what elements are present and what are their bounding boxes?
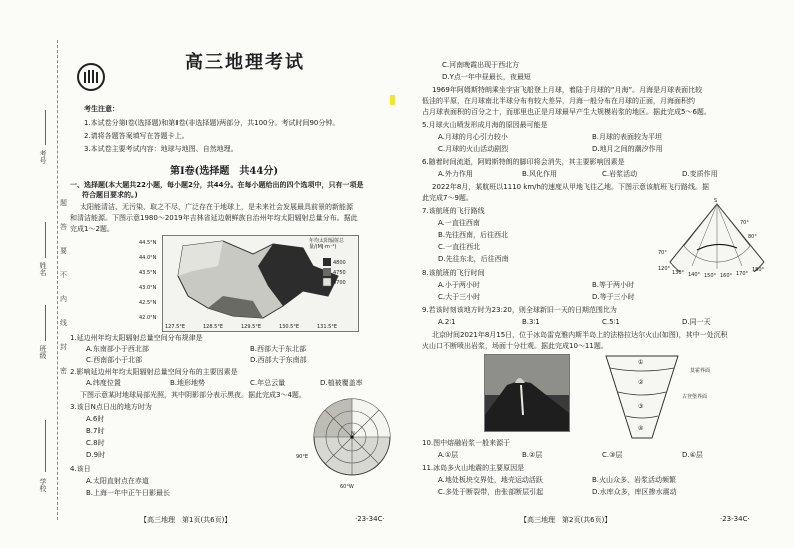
seal-char: 封	[60, 343, 67, 351]
passage-line: 下图示意某时地球局部光照，其中阴影部分表示黑夜。据此完成3～4题。	[80, 391, 306, 399]
choice-b[interactable]: B.风化作用	[522, 170, 558, 178]
question-stem: 1.延边州年均太阳辐射总量空间分布规律是	[70, 334, 203, 342]
solar-radiation-map	[139, 235, 359, 332]
notice-heading: 考生注意：	[84, 105, 119, 113]
choice-c[interactable]: C.5∶1	[602, 318, 620, 326]
choice-d[interactable]: D.地月之间的潮汐作用	[592, 145, 663, 153]
question-stem: 5.月球火山喷发形成月海的原因最可能是	[422, 121, 548, 129]
fan-label: S	[714, 198, 718, 204]
choice-b[interactable]: B.3∶1	[522, 318, 540, 326]
choice-a[interactable]: A.太阳直射点在赤道	[86, 477, 149, 485]
choice-d[interactable]: D.水库众多，库区掺水震动	[592, 488, 677, 496]
question-stem: 7.该航班的飞行路线	[422, 207, 485, 215]
passage-line: 2022年8月，某航班以1110 km/h的速度从甲地飞往乙地。下图示意该航班飞行路线。据	[432, 183, 709, 191]
cross-label: ②	[638, 379, 644, 386]
choice-a[interactable]: A.小于两小时	[438, 281, 480, 289]
fan-label: 180°	[752, 267, 765, 273]
question-stem: 10.图中熔融岩浆一般来源于	[422, 439, 511, 447]
choice-c[interactable]: C.西南部小于北部	[86, 356, 143, 364]
lon-label: 131.5°E	[317, 324, 337, 330]
choice-d[interactable]: D.同一天	[682, 318, 711, 326]
choice-d[interactable]: D.9时	[86, 451, 106, 459]
footer-code-left: ·23-34C·	[355, 515, 385, 523]
seal-char: 密	[60, 367, 67, 375]
cross-label: 古登堡界面	[682, 394, 708, 400]
seal-char: 题	[60, 199, 67, 207]
footer-page-right: 【高三地理 第2页(共6页)】	[520, 516, 612, 524]
lon-label: 128.5°E	[203, 324, 223, 330]
choice-a[interactable]: A.纬度位置	[86, 379, 121, 387]
choice-d[interactable]: D.先往东北，后往西南	[438, 255, 509, 263]
map-legend-title: 年均太阳辐射总量/(MJ·m⁻²)	[309, 238, 345, 250]
fan-label: 80°	[748, 234, 757, 240]
seal-char: 线	[60, 319, 67, 327]
question-stem: 6.随着时间流逝，阿姆斯特朗的脚印将会消失，其主要影响因素是	[422, 158, 625, 166]
passage-line: 北京时间2021年8月15日，位于冰岛雷克雅内斯半岛上的法格拉达尔火山(如图)，其中一处沉积	[432, 331, 728, 339]
legend-value: 4800	[333, 260, 346, 266]
choice-a[interactable]: A.①层	[438, 451, 459, 459]
seal-char: 内	[60, 295, 67, 303]
choice-d[interactable]: D.④层	[682, 451, 703, 459]
lat-label: 43.0°N	[139, 285, 157, 291]
choice-b[interactable]: B.先往西南，后往西北	[438, 231, 509, 239]
school-field	[45, 420, 46, 472]
lon-label: 130.5°E	[279, 324, 299, 330]
choice-b[interactable]: B.7时	[86, 427, 105, 435]
question-stem: 8.该航班的飞行时间	[422, 269, 485, 277]
choice-d[interactable]: D.西部大于东南部	[250, 356, 307, 364]
choice-c[interactable]: C.8时	[86, 439, 105, 447]
choice-c[interactable]: C.年总云量	[250, 379, 286, 387]
exam-number-field	[45, 110, 46, 145]
fan-label: 150°	[704, 273, 717, 279]
fan-label: 130°	[672, 270, 685, 276]
passage-line: 1969年阿姆斯特朗乘坐宇宙飞船登上月球，着陆于月球的“月海”。月海是月球表面比较	[432, 86, 703, 94]
choice-b[interactable]: B.火山众多，岩浆活动频繁	[592, 476, 677, 484]
passage-line: 和清洁能源。下图示意1980～2019年吉林省延边朝鲜族自治州年均太阳辐射总量分布。据此	[70, 214, 358, 222]
choice-a[interactable]: A.一直往西南	[438, 219, 480, 227]
globe-label: 90°E	[296, 454, 309, 460]
right-column	[422, 0, 784, 548]
choice-c[interactable]: C.大于三小时	[438, 293, 481, 301]
label-class: 班级	[39, 345, 47, 359]
volcano-photo	[484, 354, 570, 432]
choice-c[interactable]: C.③层	[602, 451, 623, 459]
label-school: 学校	[39, 478, 47, 492]
seal-char: 要	[60, 247, 67, 255]
choice-d[interactable]: D.植被覆盖率	[320, 379, 363, 387]
fan-label: 160°	[720, 273, 733, 279]
choice-b[interactable]: B.②层	[522, 451, 543, 459]
choice-b[interactable]: B.地形地势	[170, 379, 206, 387]
label-name: 姓名	[39, 262, 47, 276]
section-instruction: 符合题目要求的。)	[82, 191, 138, 199]
name-field	[45, 222, 46, 258]
lon-label: 127.5°E	[165, 324, 185, 330]
left-column	[70, 0, 400, 548]
fan-label: 70°	[740, 220, 749, 226]
passage-line: 火山口不断喷出岩浆，场面十分壮观。据此完成10～11题。	[422, 342, 608, 350]
notice-line: 1.本试卷分第Ⅰ卷(选择题)和第Ⅱ卷(非选择题)两部分，共100分。考试时间90分钟。	[84, 119, 340, 127]
question-stem: 3.该日N点日出的地方时为	[70, 403, 152, 411]
passage-line: 此完成7～9题。	[422, 194, 473, 202]
publisher-logo	[76, 62, 106, 92]
choice-c[interactable]: C.河南晚霞出现于西北方	[442, 61, 520, 69]
choice-d[interactable]: D.变质作用	[682, 170, 718, 178]
fan-label: 120°	[658, 266, 671, 272]
binding-strip	[0, 0, 66, 548]
choice-c[interactable]: C.一直往西北	[438, 243, 481, 251]
lat-label: 44.5°N	[139, 240, 157, 246]
choice-a[interactable]: A.外力作用	[438, 170, 473, 178]
passage-line: 占月球表面积的百分之十，而那里也正是月球最早产生大规模岩浆的地区。据此完成5～6题。	[422, 108, 711, 116]
notice-line: 2.请将各题答案填写在答题卡上。	[84, 132, 189, 140]
fan-label: 170°	[736, 271, 749, 277]
seal-char: 不	[60, 271, 67, 279]
choice-c[interactable]: C.岩浆活动	[602, 170, 638, 178]
legend-value: 4700	[333, 280, 346, 286]
lat-label: 42.5°N	[139, 300, 157, 306]
lat-label: 43.5°N	[139, 270, 157, 276]
legend-value: 4750	[333, 270, 346, 276]
section-instruction: 一、选择题(本大题共22小题，每小题2分，共44分。在每小题给出的四个选项中，只有一项是	[70, 181, 364, 189]
choice-a[interactable]: A.月球的月心引力较小	[438, 133, 508, 141]
lat-label: 44.0°N	[139, 255, 157, 261]
choice-a[interactable]: A.2∶1	[438, 318, 456, 326]
choice-d[interactable]: D.等于三小时	[592, 293, 635, 301]
label-exam-number: 考号	[39, 150, 47, 164]
choice-a[interactable]: A.地处板块交界处，地壳运动活跃	[438, 476, 543, 484]
lat-label: 42.0°N	[139, 315, 157, 321]
globe-label: 60°W	[340, 484, 354, 490]
choice-c[interactable]: C.多处于断裂带，由张部断层引起	[438, 488, 544, 496]
globe-label: N	[351, 431, 355, 437]
choice-c[interactable]: C.月球的火山活动剧烈	[438, 145, 509, 153]
passage-line: 太阳能清洁、无污染、取之不尽，广泛存在于地球上，是未来社会发展最具前景的新能源	[80, 203, 353, 211]
choice-a[interactable]: A.东南部小于西北部	[86, 345, 149, 353]
passage-line: 低洼的平原，在月球南北半球分布有较大差异，月海一般分布在月球的正面，月海面积约	[422, 97, 695, 105]
section-title: 第Ⅰ卷(选择题 共44分)	[170, 166, 279, 177]
cross-label: ④	[638, 425, 644, 432]
footer-page-left: 【高三地理 第1页(共6页)】	[140, 516, 232, 524]
passage-line: 完成1～2题。	[70, 225, 114, 233]
choice-b[interactable]: B.上海一年中正午日影最长	[86, 489, 171, 497]
choice-b[interactable]: B.西部大于东北部	[250, 345, 307, 353]
lon-label: 129.5°E	[241, 324, 261, 330]
highlight-mark	[390, 95, 395, 105]
cross-label: ③	[638, 403, 644, 410]
notice-line: 3.本试卷主要考试内容：地球与地图、自然地理。	[84, 145, 238, 153]
cross-label: ①	[638, 359, 644, 366]
question-stem: 2.影响延边州年均太阳辐射总量空间分布的主要因素是	[70, 368, 238, 376]
question-stem: 4.该日	[70, 465, 91, 473]
question-stem: 9.若该时刻该地方时为23:20，则全球新旧一天的日期范围比为	[422, 306, 617, 314]
choice-b[interactable]: B.月球的表面较为平坦	[592, 133, 663, 141]
cross-label: 莫霍界面	[690, 368, 711, 374]
choice-a[interactable]: A.6时	[86, 415, 105, 423]
seal-char: 答	[60, 223, 67, 231]
choice-b[interactable]: B.等于两小时	[592, 281, 635, 289]
footer-code-right: ·23-34C·	[720, 515, 750, 523]
fan-label: 70°	[658, 250, 667, 256]
page-title: 高三地理考试	[185, 52, 305, 73]
class-field	[45, 305, 46, 341]
fan-label: 140°	[688, 272, 701, 278]
choice-d[interactable]: D.Y点一年中昼最长，夜最短	[442, 73, 531, 81]
question-stem: 11.冰岛多火山地震的主要原因是	[422, 464, 525, 472]
seal-line	[57, 40, 58, 520]
